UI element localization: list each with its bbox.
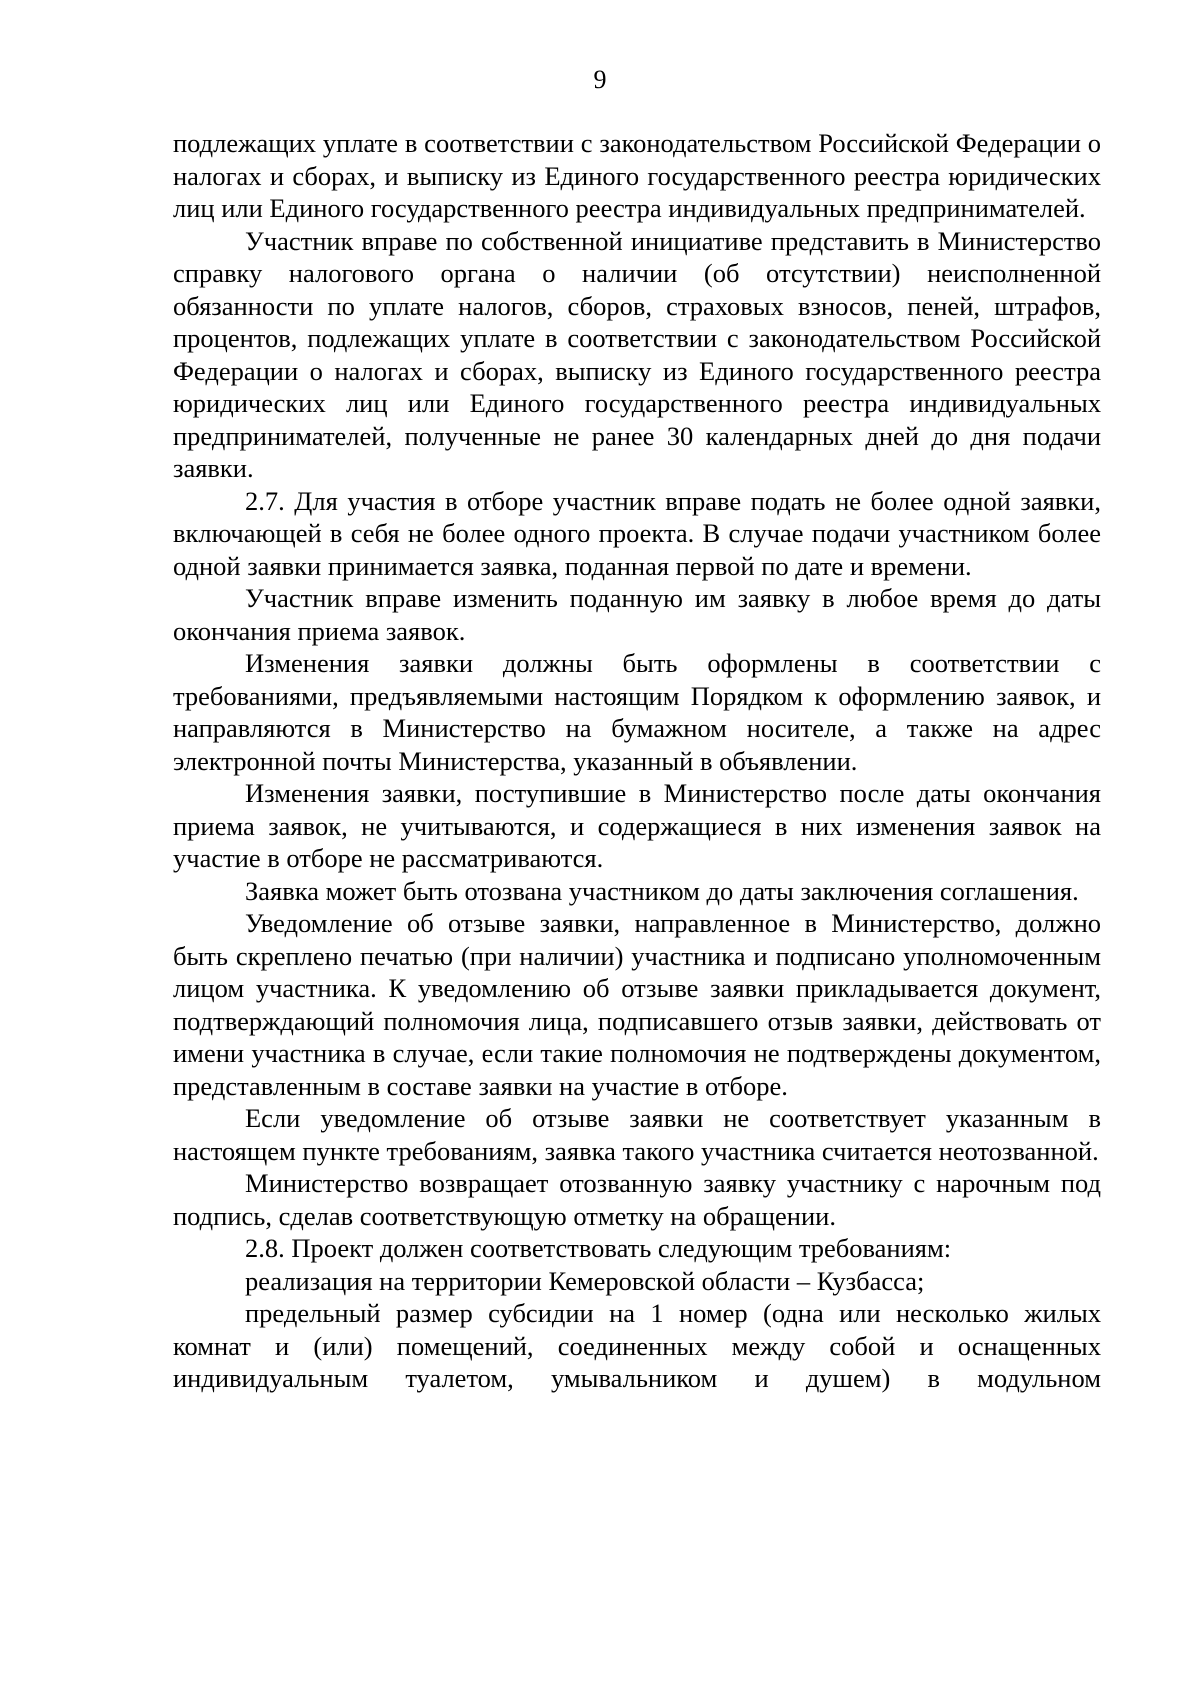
paragraph: Если уведомление об отзыве заявки не соответствует указанным в настоящем пункте требованиям, заявка такого участника считается неотозванной. bbox=[173, 1103, 1101, 1166]
paragraph-section-2-7: 2.7. Для участия в отборе участник вправе подать не более одной заявки, включающей в себя не более одного проекта. В случае подачи участником более одной заявки принимается заявка, поданная первой по дате и времени. bbox=[173, 485, 1101, 581]
paragraph: Министерство возвращает отозванную заявку участнику с нарочным под подпись, сделав соответствующую отметку на обращении. bbox=[173, 1168, 1101, 1231]
paragraph-section-2-8: 2.8. Проект должен соответствовать следующим требованиям: bbox=[245, 1233, 952, 1263]
page-number: 9 bbox=[593, 65, 607, 94]
paragraph: Уведомление об отзыве заявки, направленное в Министерство, должно быть скреплено печатью (при наличии) участника и подписано уполномоченным лицом участника. К уведомлению об отзыве заявки прикладывается документ, подтверждающий полномочия лица, подписавшего отзыв заявки, действовать от имени участника в случае, если такие полномочия не подтверждены документом, представленным в составе заявки на участие в отборе. bbox=[173, 908, 1101, 1101]
paragraph: Изменения заявки должны быть оформлены в соответствии с требованиями, предъявляемыми настоящим Порядком к оформлению заявок, и направляются в Министерство на бумажном носителе, а также на адрес электронной почты Министерства, указанный в объявлении. bbox=[173, 648, 1101, 776]
paragraph-continuation: подлежащих уплате в соответствии с законодательством Российской Федерации о налогах и сборах, и выписку из Единого государственного реестра юридических лиц или Единого государственного реестра индивидуальных предпринимателей. bbox=[173, 128, 1101, 223]
paragraph-requirement: реализация на территории Кемеровской области – Кузбасса; bbox=[245, 1265, 925, 1296]
document-text bbox=[173, 127, 1101, 1395]
paragraph: Участник вправе по собственной инициативе представить в Министерство справку налогового органа о наличии (об отсутствии) неисполненной обязанности по уплате налогов, сборов, страховых взносов, пеней, штрафов, процентов, подлежащих уплате в соответствии с законодательством Российской Федерации о налогах и сборах, выписку из Единого государственного реестра юридических лиц или Единого государственного реестра индивидуальных предпринимателей, полученные не ранее 30 календарных дней до дня подачи заявки. bbox=[173, 225, 1101, 483]
paragraph: Участник вправе изменить поданную им заявку в любое время до даты окончания приема заявок. bbox=[173, 583, 1101, 646]
paragraph: Изменения заявки, поступившие в Министерство после даты окончания приема заявок, не учитываются, и содержащиеся в них изменения заявок на участие в отборе не рассматриваются. bbox=[173, 778, 1101, 873]
paragraph-requirement: предельный размер субсидии на 1 номер (одна или несколько жилых комнат и (или) помещений, соединенных между собой и оснащенных индивидуальным туалетом, умывальником и душем) в модульном bbox=[173, 1298, 1101, 1393]
paragraph: Заявка может быть отозвана участником до даты заключения соглашения. bbox=[245, 875, 1079, 906]
